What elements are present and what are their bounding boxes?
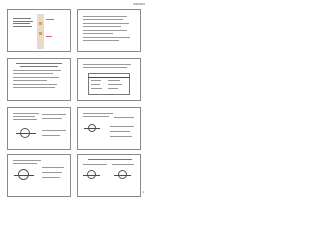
title-text-line (13, 21, 33, 22)
bullet-line (13, 77, 59, 78)
bullet-line (83, 37, 130, 38)
bullet-line (13, 73, 53, 74)
slide-4 (77, 58, 141, 101)
text-line (83, 67, 127, 68)
heading-line (16, 63, 62, 64)
accent-line (46, 36, 52, 37)
equation-line (42, 118, 62, 119)
text-line (83, 64, 131, 65)
page-number: 1 (142, 190, 144, 194)
equation-line (42, 167, 64, 168)
diagram-axis (114, 175, 131, 176)
bullet-line (13, 70, 61, 71)
equation-line (110, 136, 132, 137)
equation-line (110, 131, 130, 132)
table-cell (108, 88, 118, 89)
heading-line (88, 159, 132, 160)
bullet-line (83, 33, 113, 34)
slide-8 (77, 154, 141, 197)
table-cell (108, 84, 122, 85)
diagram-axis (83, 175, 100, 176)
text-line (83, 116, 109, 117)
title-text-line (13, 23, 30, 24)
text-line (112, 164, 134, 165)
equation-line (42, 135, 60, 136)
table-cell (91, 84, 100, 85)
bullet-line (13, 87, 55, 88)
bullet-line (83, 40, 119, 41)
diagram-axis (84, 128, 100, 129)
equation-line (42, 177, 60, 178)
orange-marker (39, 32, 42, 35)
accent-line (46, 19, 54, 20)
heading-line (20, 66, 58, 67)
slide-5 (7, 107, 71, 150)
slide-1 (7, 9, 71, 52)
text-line (83, 164, 107, 165)
title-text-line (13, 26, 32, 27)
bullet-line (83, 23, 129, 24)
bullet-line (13, 80, 47, 81)
table-cell (108, 80, 120, 81)
slide-7 (7, 154, 71, 197)
slide-2 (77, 9, 141, 52)
page-date: 8/20/2021 (133, 3, 145, 6)
slide-6 (77, 107, 141, 150)
diagram-axis (14, 175, 34, 176)
text-line (13, 119, 37, 120)
orange-marker (39, 22, 42, 25)
equation-line (42, 130, 66, 131)
diagram-axis (16, 133, 36, 134)
equation-line (42, 114, 66, 115)
text-line (83, 113, 113, 114)
bullet-line (83, 19, 123, 20)
title-text-line (13, 18, 31, 19)
text-line (13, 160, 41, 161)
text-line (13, 113, 39, 114)
table-cell (91, 88, 102, 89)
bullet-line (13, 84, 57, 85)
slide-3 (7, 58, 71, 101)
table-rule (88, 77, 130, 78)
equation-line (114, 117, 134, 118)
equation-line (110, 126, 134, 127)
text-line (13, 163, 37, 164)
bullet-line (83, 26, 121, 27)
equation-line (42, 172, 62, 173)
bullet-line (83, 30, 127, 31)
bullet-line (83, 16, 127, 17)
table-cell (91, 80, 101, 81)
text-line (13, 116, 35, 117)
